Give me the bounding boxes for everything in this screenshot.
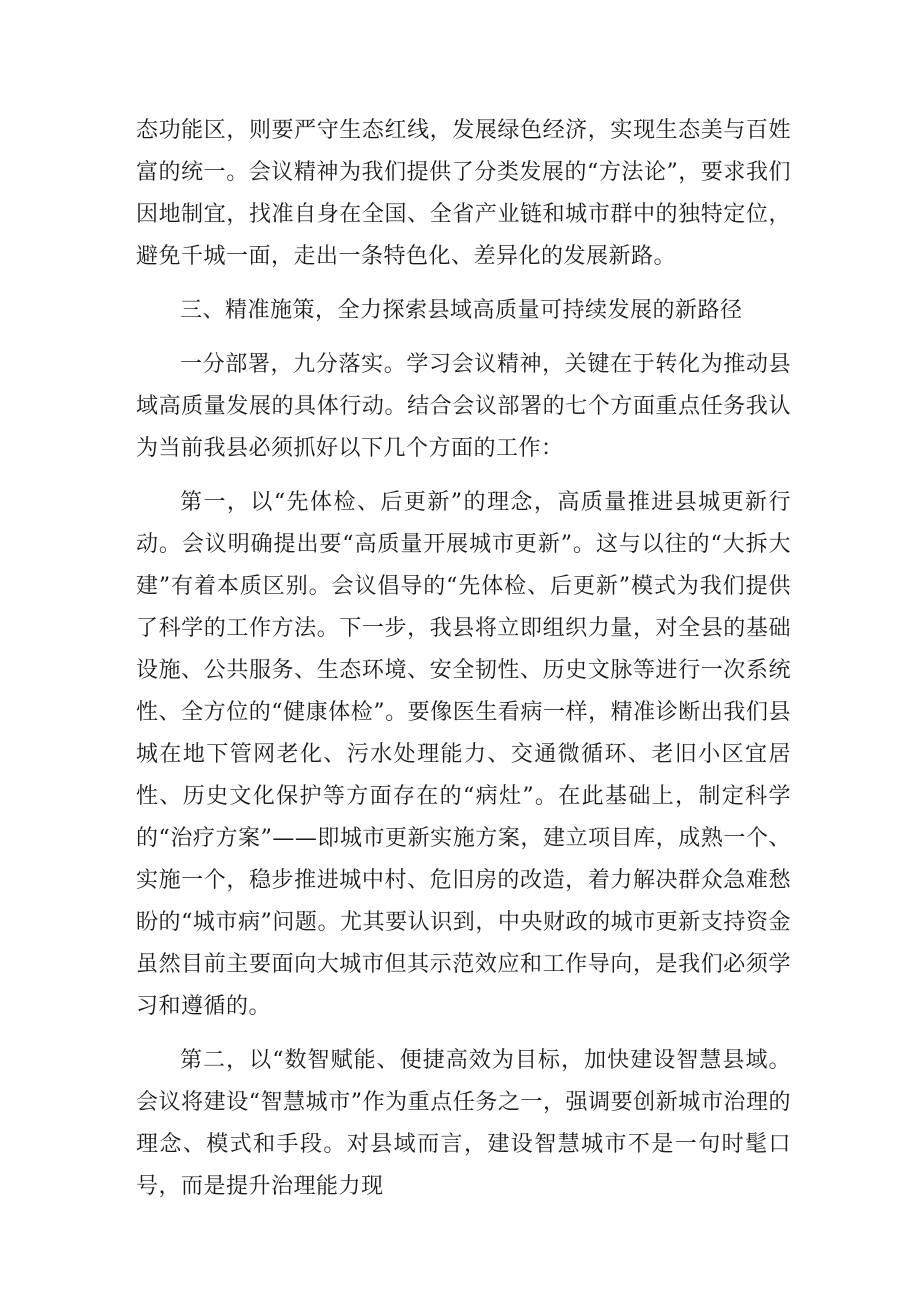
paragraph-continued: 态功能区，则要严守生态红线，发展绿色经济，实现生态美与百姓富的统一。会议精神为我们提供了分类发展的“方法论”，要求我们因地制宜，找准自身在全国、全省产业链和城市群中的独特定位，避免千城一面，走出一条特色化、差异化的发展新路。	[136, 118, 791, 269]
section-heading: 三、精准施策，全力探索县域高质量可持续发展的新路径	[180, 298, 743, 323]
document-body	[136, 110, 791, 1220]
paragraph-first-task: 第一，以“先体检、后更新”的理念，高质量推进县城更新行动。会议明确提出要“高质量开展城市更新”。这与以往的“大拆大建”有着本质区别。会议倡导的“先体检、后更新”模式为我们提供了科学的工作方法。下一步，我县将立即组织力量，对全县的基础设施、公共服务、生态环境、安全韧性、历史文脉等进行一次系统性、全方位的“健康体检”。要像医生看病一样，精准诊断出我们县城在地下管网老化、污水处理能力、交通微循环、老旧小区宜居性、历史文化保护等方面存在的“病灶”。在此基础上，制定科学的“治疗方案”——即城市更新实施方案，建立项目库，成熟一个、实施一个，稳步推进城中村、危旧房的改造，着力解决群众急难愁盼的“城市病”问题。尤其要认识到，中央财政的城市更新支持资金虽然目前主要面向大城市但其示范效应和工作导向，是我们必须学习和遵循的。	[136, 490, 791, 1019]
paragraph-intro: 一分部署，九分落实。学习会议精神，关键在于转化为推动县域高质量发展的具体行动。结合会议部署的七个方面重点任务我认为当前我县必须抓好以下几个方面的工作：	[136, 352, 791, 461]
paragraph-second-task: 第二，以“数智赋能、便捷高效为目标，加快建设智慧县域。会议将建设“智慧城市”作为重点任务之一，强调要创新城市治理的理念、模式和手段。对县域而言，建设智慧城市不是一句时髦口号，而是提升治理能力现	[136, 1048, 791, 1199]
